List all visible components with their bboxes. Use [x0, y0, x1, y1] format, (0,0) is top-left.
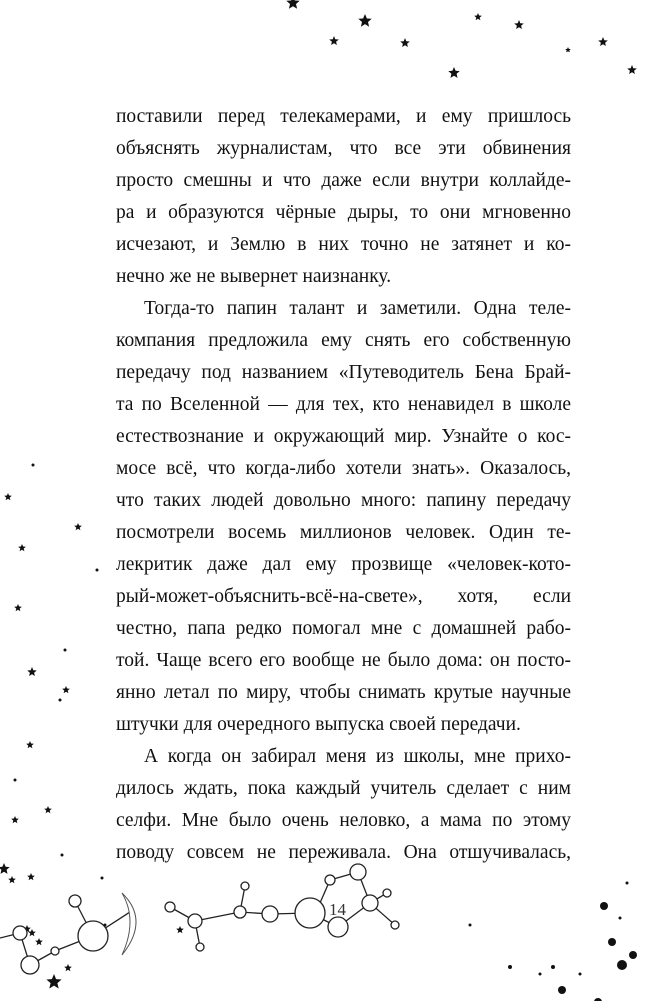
molecule-node-icon [295, 898, 325, 928]
moon-icon [122, 893, 136, 955]
dot-icon [600, 902, 608, 910]
dot-icon [469, 924, 472, 927]
molecule-node-icon [234, 906, 246, 918]
text-line: селфи. Мне было очень неловко, а мама по этому [116, 810, 571, 831]
dot-icon [551, 965, 555, 969]
text-line: мосе всё, что когда-либо хотели знать». Оказалось, [116, 458, 571, 479]
dot-icon [32, 464, 35, 467]
text-line: честно, папа редко помогал мне с домашней рабо- [116, 618, 571, 639]
star-icon [400, 38, 410, 47]
text-line: передачу под названием «Путеводитель Бена Брай- [116, 362, 571, 383]
text-line: естествознание и окружающий мир. Узнайте о кос- [116, 426, 571, 447]
star-icon [11, 816, 19, 823]
star-icon [28, 929, 36, 936]
molecule-node-icon [21, 956, 39, 974]
text-line: нечно же не вывернет наизнанку. [116, 266, 392, 287]
star-icon [358, 14, 371, 27]
dot-icon [508, 965, 512, 969]
dot-icon [579, 973, 582, 976]
body-text [116, 101, 571, 869]
star-icon [329, 36, 339, 45]
dot-icon [617, 960, 627, 970]
molecule-node-icon [241, 882, 249, 890]
text-line: исчезают, и Землю в них точно не затянет и ко- [116, 234, 571, 255]
dot-icon [626, 882, 629, 885]
text-line: рый-может-объяснить-всё-на-свете», хотя, если [116, 586, 571, 607]
text-line: та по Вселенной — для тех, кто ненавидел в школе [116, 394, 571, 415]
dot-icon [64, 649, 67, 652]
star-icon [64, 964, 72, 971]
star-icon [27, 873, 35, 880]
star-icon [14, 604, 22, 611]
star-icon [474, 13, 482, 20]
star-icon [46, 974, 61, 989]
text-line: янно летал по миру, чтобы снимать крутые научные [116, 682, 571, 703]
text-line: лекритик даже дал ему прозвище «человек-кото- [116, 554, 571, 575]
text-line: объяснять журналистам, что все эти обвинения [116, 138, 571, 159]
star-icon [565, 47, 571, 52]
molecule-node-icon [262, 906, 278, 922]
text-line: дилось ждать, пока каждый учитель сделает с ним [116, 778, 571, 799]
text-line: ра и образуются чёрные дыры, то они мгновенно [116, 202, 571, 223]
star-icon [74, 523, 82, 530]
molecule-node-icon [362, 895, 378, 911]
molecule-node-icon [13, 926, 27, 940]
dot-icon [61, 854, 64, 857]
text-line: поставили перед телекамерами, и ему пришлось [116, 106, 571, 127]
molecule-node-icon [383, 889, 391, 897]
text-line: А когда он забирал меня из школы, мне прихо- [144, 746, 571, 767]
dot-icon [558, 986, 566, 994]
star-icon [44, 806, 52, 813]
text-line: что таких людей довольно много: папину передачу [116, 490, 571, 511]
molecule-node-icon [188, 914, 202, 928]
text-line: штучки для очередного выпуска своей передачи. [116, 714, 521, 735]
star-icon [176, 926, 184, 933]
star-icon [35, 938, 43, 945]
star-icon [18, 544, 26, 551]
text-line: просто смешны и что даже если внутри коллайде- [116, 170, 571, 191]
star-icon [627, 65, 637, 74]
star-icon [0, 863, 10, 874]
text-line: посмотрели восемь миллионов человек. Один те- [116, 522, 571, 543]
dot-icon [608, 938, 616, 946]
page-number: 14 [329, 900, 346, 919]
text-line: Тогда-то папин талант и заметили. Одна теле- [144, 298, 571, 319]
text-line: той. Чаще всего его вообще не было дома: он посто- [116, 650, 571, 671]
star-icon [62, 686, 70, 693]
star-icon [8, 876, 16, 883]
molecule-node-icon [391, 921, 399, 929]
dot-icon [539, 973, 542, 976]
dot-icon [96, 569, 99, 572]
dot-icon [629, 951, 637, 959]
text-line: компания предложила ему снять его собственную [116, 330, 571, 351]
molecule-node-icon [51, 947, 59, 955]
star-icon [27, 667, 37, 676]
dot-icon [101, 877, 104, 880]
star-icon [26, 741, 34, 748]
molecule-node-icon [78, 921, 108, 951]
molecule-node-icon [165, 902, 175, 912]
star-icon [4, 493, 12, 500]
dot-icon [14, 779, 17, 782]
molecule-node-icon [196, 943, 204, 951]
dot-icon [619, 917, 622, 920]
star-icon [286, 0, 299, 9]
molecule-node-icon [325, 875, 335, 885]
molecule-node-icon [69, 895, 81, 907]
star-icon [448, 67, 459, 78]
dot-icon [59, 699, 62, 702]
star-icon [514, 20, 524, 29]
text-line: поводу совсем не переживала. Она отшучивалась, [116, 842, 571, 863]
star-icon [598, 37, 608, 46]
molecule-node-icon [328, 917, 348, 937]
